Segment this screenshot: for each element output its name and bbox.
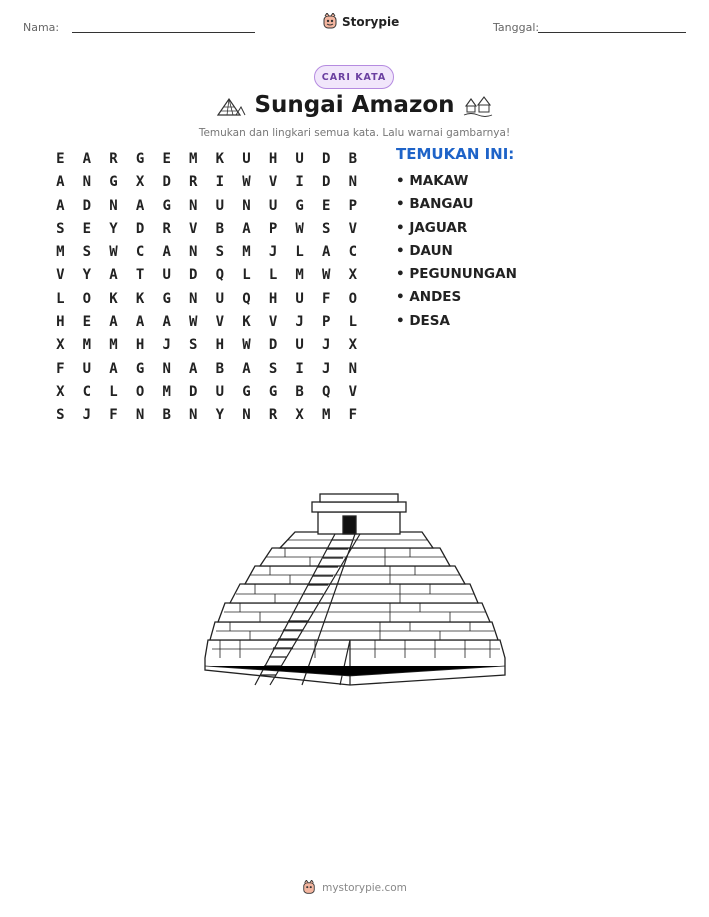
grid-letter[interactable]: X	[56, 383, 65, 400]
word-list-item: • PEGUNUNGAN	[396, 266, 517, 283]
word-list-item: • MAKAW	[396, 173, 469, 189]
grid-letter[interactable]: P	[268, 220, 278, 237]
footer	[0, 880, 709, 896]
grid-letter[interactable]: Y	[82, 267, 92, 284]
grid-letter[interactable]: F	[109, 407, 118, 424]
storypie-mascot-icon	[322, 13, 338, 31]
grid-letter[interactable]: G	[135, 151, 145, 167]
grid-letter[interactable]: G	[242, 383, 251, 400]
grid-letter[interactable]: K	[109, 290, 118, 307]
word-list-item: • JAGUAR	[396, 219, 468, 236]
grid-letter[interactable]: N	[242, 407, 251, 424]
grid-letter[interactable]: O	[348, 290, 358, 307]
grid-letter[interactable]: H	[215, 337, 225, 354]
grid-letter[interactable]: N	[348, 360, 358, 377]
grid-letter[interactable]: N	[348, 174, 358, 191]
grid-letter[interactable]: M	[82, 337, 92, 354]
grid-letter[interactable]: L	[109, 383, 118, 400]
grid-letter[interactable]: A	[162, 244, 171, 261]
grid-row	[47, 195, 366, 218]
letter-grid[interactable]	[47, 148, 366, 428]
grid-letter[interactable]: J	[322, 360, 331, 377]
instructions-text: Temukan dan lingkari semua kata. Lalu warnai gambarnya!	[198, 127, 511, 139]
grid-row	[47, 171, 366, 194]
grid-letter[interactable]: Q	[242, 290, 251, 307]
grid-letter[interactable]: S	[56, 407, 65, 424]
grid-letter[interactable]: T	[135, 267, 145, 284]
date-line[interactable]	[538, 32, 686, 33]
grid-letter[interactable]: K	[215, 151, 225, 167]
grid-row	[47, 218, 366, 241]
grid-letter[interactable]: J	[162, 337, 171, 354]
grid-letter[interactable]: N	[135, 407, 145, 424]
grid-letter[interactable]: Y	[109, 220, 118, 237]
grid-letter[interactable]: W	[242, 337, 251, 354]
grid-letter[interactable]: S	[322, 220, 331, 237]
grid-letter[interactable]: B	[162, 407, 171, 424]
grid-letter[interactable]: N	[162, 360, 171, 377]
grid-letter[interactable]: V	[348, 383, 358, 400]
grid-letter[interactable]: U	[215, 383, 225, 400]
grid-letter[interactable]: U	[162, 267, 171, 284]
grid-letter[interactable]: D	[135, 220, 145, 237]
grid-letter[interactable]: U	[215, 197, 225, 214]
grid-letter[interactable]: Q	[322, 383, 331, 400]
grid-row	[47, 358, 366, 381]
grid-letter[interactable]: A	[189, 360, 198, 377]
grid-letter[interactable]: G	[268, 383, 278, 400]
grid-letter[interactable]: I	[295, 360, 304, 377]
grid-letter[interactable]: P	[348, 197, 358, 214]
grid-letter[interactable]: A	[242, 360, 251, 377]
grid-letter[interactable]: A	[109, 314, 118, 331]
grid-letter[interactable]: S	[215, 244, 225, 261]
grid-letter[interactable]: W	[242, 174, 251, 191]
grid-letter[interactable]: G	[295, 197, 304, 214]
grid-letter[interactable]: D	[189, 383, 198, 400]
grid-letter[interactable]: F	[56, 360, 65, 377]
grid-letter[interactable]: M	[162, 383, 171, 400]
grid-letter[interactable]: B	[295, 383, 304, 400]
grid-letter[interactable]: L	[348, 314, 358, 331]
grid-letter[interactable]: E	[162, 151, 171, 167]
grid-letter[interactable]: X	[348, 337, 358, 354]
grid-letter[interactable]: A	[322, 244, 331, 261]
grid-letter[interactable]: V	[268, 174, 278, 191]
grid-row	[47, 148, 366, 171]
grid-row	[47, 334, 366, 357]
grid-letter[interactable]: O	[82, 290, 92, 307]
grid-row	[47, 381, 366, 404]
grid-letter[interactable]: X	[348, 267, 358, 284]
grid-letter[interactable]: K	[242, 314, 251, 331]
grid-letter[interactable]: D	[82, 197, 92, 214]
grid-letter[interactable]: V	[215, 314, 225, 331]
grid-letter[interactable]: L	[295, 244, 304, 261]
grid-letter[interactable]: A	[56, 197, 65, 214]
grid-letter[interactable]: N	[82, 174, 92, 191]
grid-letter[interactable]: C	[82, 383, 92, 400]
grid-letter[interactable]: R	[109, 151, 118, 167]
grid-letter[interactable]: N	[109, 197, 118, 214]
grid-letter[interactable]: S	[82, 244, 92, 261]
grid-letter[interactable]: J	[295, 314, 304, 331]
grid-letter[interactable]: A	[242, 220, 251, 237]
grid-letter[interactable]: Q	[215, 267, 225, 284]
grid-letter[interactable]: K	[135, 290, 145, 307]
grid-letter[interactable]: I	[295, 174, 304, 191]
grid-letter[interactable]: N	[189, 244, 198, 261]
grid-letter[interactable]: U	[242, 151, 251, 167]
grid-letter[interactable]: F	[322, 290, 331, 307]
grid-letter[interactable]: C	[348, 244, 358, 261]
grid-letter[interactable]: V	[189, 220, 198, 237]
storypie-logo	[322, 13, 399, 31]
grid-letter[interactable]: O	[135, 383, 145, 400]
grid-letter[interactable]: X	[56, 337, 65, 354]
grid-letter[interactable]: A	[135, 314, 145, 331]
grid-letter[interactable]: H	[135, 337, 145, 354]
pyramid-illustration	[200, 490, 510, 690]
grid-letter[interactable]: H	[268, 151, 278, 167]
grid-row	[47, 311, 366, 334]
grid-letter[interactable]: E	[82, 220, 92, 237]
grid-letter[interactable]: S	[56, 220, 65, 237]
grid-letter[interactable]: A	[162, 314, 171, 331]
grid-row	[47, 264, 366, 287]
grid-letter[interactable]: P	[322, 314, 331, 331]
grid-letter[interactable]: M	[242, 244, 251, 261]
grid-letter[interactable]: D	[162, 174, 171, 191]
grid-letter[interactable]: B	[348, 151, 358, 167]
grid-letter[interactable]: J	[322, 337, 331, 354]
grid-letter[interactable]: M	[322, 407, 331, 424]
grid-letter[interactable]: A	[109, 360, 118, 377]
grid-letter[interactable]: U	[295, 151, 304, 167]
grid-letter[interactable]: V	[268, 314, 278, 331]
grid-letter[interactable]: U	[295, 337, 304, 354]
date-label: Tanggal:	[493, 21, 540, 34]
grid-row	[47, 404, 366, 427]
grid-letter[interactable]: L	[56, 290, 65, 307]
grid-letter[interactable]: N	[189, 407, 198, 424]
grid-letter[interactable]: U	[268, 197, 278, 214]
category-badge: CARI KATA	[314, 65, 394, 89]
grid-letter[interactable]: D	[322, 174, 331, 191]
word-list-heading: TEMUKAN INI:	[396, 145, 515, 163]
grid-letter[interactable]: G	[162, 290, 171, 307]
grid-letter[interactable]: D	[268, 337, 278, 354]
village-icon	[463, 93, 493, 118]
grid-letter[interactable]: W	[189, 314, 198, 331]
word-list-item: • ANDES	[396, 289, 462, 306]
grid-letter[interactable]: V	[348, 220, 358, 237]
grid-letter[interactable]: U	[295, 290, 304, 307]
grid-letter[interactable]: C	[135, 244, 145, 261]
grid-letter[interactable]: D	[189, 267, 198, 284]
grid-letter[interactable]: X	[295, 407, 304, 424]
word-list	[396, 171, 517, 334]
grid-letter[interactable]: H	[56, 314, 65, 331]
grid-letter[interactable]: B	[215, 220, 225, 237]
name-label: Nama:	[23, 21, 60, 34]
grid-letter[interactable]: B	[215, 360, 225, 377]
grid-letter[interactable]: G	[109, 174, 118, 191]
grid-letter[interactable]: M	[109, 337, 118, 354]
name-line[interactable]	[72, 32, 255, 33]
grid-letter[interactable]: E	[82, 314, 92, 331]
footer-url[interactable]: mystorypie.com	[322, 882, 407, 894]
grid-letter[interactable]: R	[268, 407, 278, 424]
word-list-item: • DAUN	[396, 242, 453, 259]
grid-letter[interactable]: W	[295, 220, 304, 237]
grid-letter[interactable]: A	[109, 267, 118, 284]
grid-letter[interactable]: M	[189, 151, 198, 167]
logo-text: Storypie	[342, 15, 400, 29]
grid-letter[interactable]: N	[189, 290, 198, 307]
grid-letter[interactable]: W	[109, 244, 118, 261]
grid-letter[interactable]: N	[189, 197, 198, 214]
grid-letter[interactable]: I	[215, 174, 225, 191]
grid-letter[interactable]: Y	[215, 407, 225, 424]
grid-letter[interactable]: S	[189, 337, 198, 354]
grid-letter[interactable]: V	[56, 267, 65, 284]
grid-letter[interactable]: R	[189, 174, 198, 191]
grid-row	[47, 241, 366, 264]
grid-letter[interactable]: M	[56, 244, 65, 261]
grid-letter[interactable]: X	[135, 174, 145, 191]
grid-letter[interactable]: D	[322, 151, 331, 167]
grid-letter[interactable]: M	[295, 267, 304, 284]
word-list-item: • DESA	[396, 312, 450, 329]
grid-letter[interactable]: E	[322, 197, 331, 214]
grid-letter[interactable]: S	[268, 360, 278, 377]
grid-letter[interactable]: U	[82, 360, 92, 377]
grid-letter[interactable]: R	[162, 220, 171, 237]
grid-letter[interactable]: J	[82, 407, 92, 424]
grid-letter[interactable]: J	[268, 244, 278, 261]
grid-letter[interactable]: L	[242, 267, 251, 284]
word-list-item: • BANGAU	[396, 196, 474, 213]
grid-letter[interactable]: E	[56, 151, 65, 167]
grid-row	[47, 288, 366, 311]
grid-letter[interactable]: L	[268, 267, 278, 284]
grid-letter[interactable]: G	[162, 197, 171, 214]
grid-letter[interactable]: A	[135, 197, 145, 214]
page-title: Sungai Amazon	[254, 92, 455, 118]
grid-letter[interactable]: A	[82, 151, 92, 167]
grid-letter[interactable]: A	[56, 174, 65, 191]
grid-letter[interactable]: F	[348, 407, 358, 424]
grid-letter[interactable]: U	[215, 290, 225, 307]
grid-letter[interactable]: H	[268, 290, 278, 307]
grid-letter[interactable]: N	[242, 197, 251, 214]
grid-letter[interactable]: G	[135, 360, 145, 377]
grid-letter[interactable]: W	[322, 267, 331, 284]
storypie-mascot-icon	[302, 880, 316, 896]
